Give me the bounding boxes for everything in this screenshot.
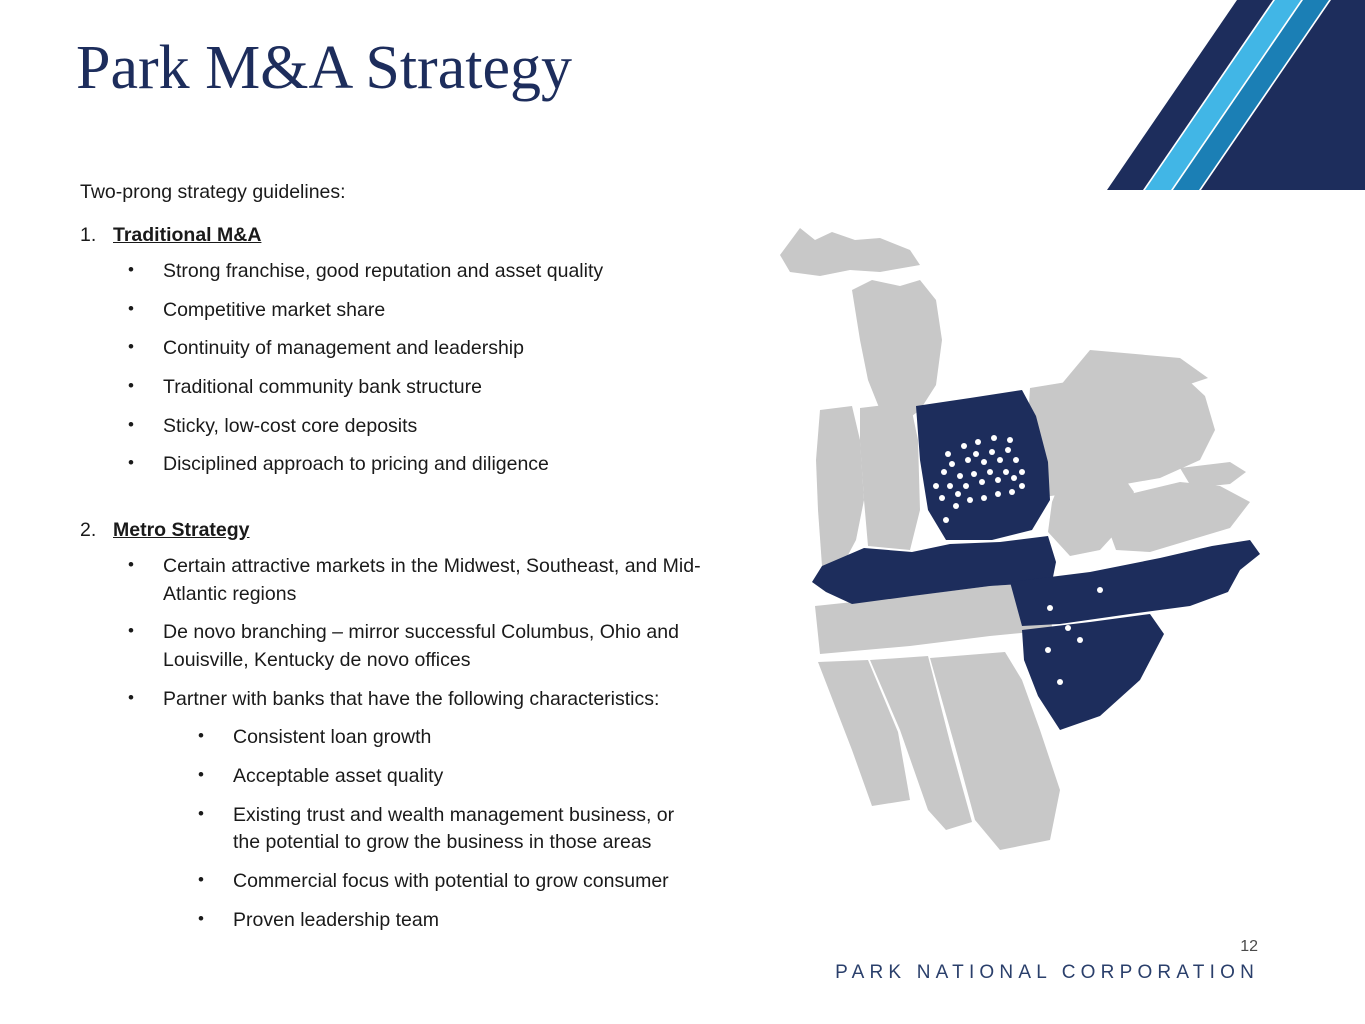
bullet-glyph: • <box>128 453 134 473</box>
intro-text: Two-prong strategy guidelines: <box>80 181 346 203</box>
page-number: 12 <box>1240 938 1258 955</box>
list-item <box>80 374 720 402</box>
bullet-glyph: • <box>128 621 134 641</box>
bullet-text: Proven leadership team <box>233 908 439 931</box>
bullet-text: Partner with banks that have the following characteristics: <box>163 687 660 710</box>
bullet-glyph: • <box>128 414 134 434</box>
regional-footprint-map <box>760 210 1280 910</box>
bullet-glyph: • <box>198 765 204 785</box>
bullet-text: Disciplined approach to pricing and diligence <box>163 453 549 476</box>
list-item <box>80 802 720 857</box>
list-item <box>80 868 720 896</box>
list-item <box>80 763 720 791</box>
page-title: Park M&A Strategy <box>76 34 572 102</box>
list-item <box>80 686 720 714</box>
section-2-bullets <box>80 553 720 713</box>
bullet-text: Consistent loan growth <box>233 726 432 749</box>
section-2-number: 2. <box>80 519 97 542</box>
map-inactive-states <box>780 228 1250 850</box>
bullet-text: Strong franchise, good reputation and asset quality <box>163 259 604 282</box>
section-spacer <box>80 490 720 518</box>
bullet-glyph: • <box>198 908 204 928</box>
section-1-heading <box>80 223 720 248</box>
bullet-text: Acceptable asset quality <box>233 765 444 788</box>
section-1-number: 1. <box>80 223 97 246</box>
bullet-text: Sticky, low-cost core deposits <box>163 414 418 437</box>
bullet-glyph: • <box>128 554 134 574</box>
corner-decoration <box>1105 0 1365 190</box>
bullet-text: De novo branching – mirror successful Columbus, Ohio and Louisville, Kentucky de novo offices <box>163 621 679 672</box>
bullet-text: Commercial focus with potential to grow consumer <box>233 870 669 893</box>
list-item <box>80 335 720 363</box>
bullet-text: Existing trust and wealth management business, or the potential to grow the business in those areas <box>233 803 675 854</box>
bullet-glyph: • <box>128 337 134 357</box>
content-body <box>80 180 720 946</box>
bullet-glyph: • <box>128 687 134 707</box>
section-1-label: Traditional M&A <box>113 223 262 246</box>
list-item <box>80 553 720 608</box>
bullet-text: Continuity of management and leadership <box>163 337 524 360</box>
bullet-glyph: • <box>198 870 204 890</box>
section-2-heading <box>80 518 720 543</box>
list-item <box>80 413 720 441</box>
section-2-label: Metro Strategy <box>113 519 250 542</box>
section-1-bullets <box>80 258 720 479</box>
list-item <box>80 297 720 325</box>
bullet-glyph: • <box>128 259 134 279</box>
bullet-text: Traditional community bank structure <box>163 375 482 398</box>
bullet-text: Certain attractive markets in the Midwest, Southeast, and Mid-Atlantic regions <box>163 554 701 605</box>
bullet-glyph: • <box>128 375 134 395</box>
list-item <box>80 619 720 674</box>
bullet-text: Competitive market share <box>163 298 386 321</box>
bullet-glyph: • <box>198 726 204 746</box>
list-item <box>80 724 720 752</box>
list-item <box>80 258 720 286</box>
bullet-glyph: • <box>128 298 134 318</box>
list-item <box>80 907 720 935</box>
footer-brand: PARK NATIONAL CORPORATION <box>835 962 1259 983</box>
list-item <box>80 451 720 479</box>
section-2-subbullets <box>80 724 720 934</box>
bullet-glyph: • <box>198 803 204 823</box>
